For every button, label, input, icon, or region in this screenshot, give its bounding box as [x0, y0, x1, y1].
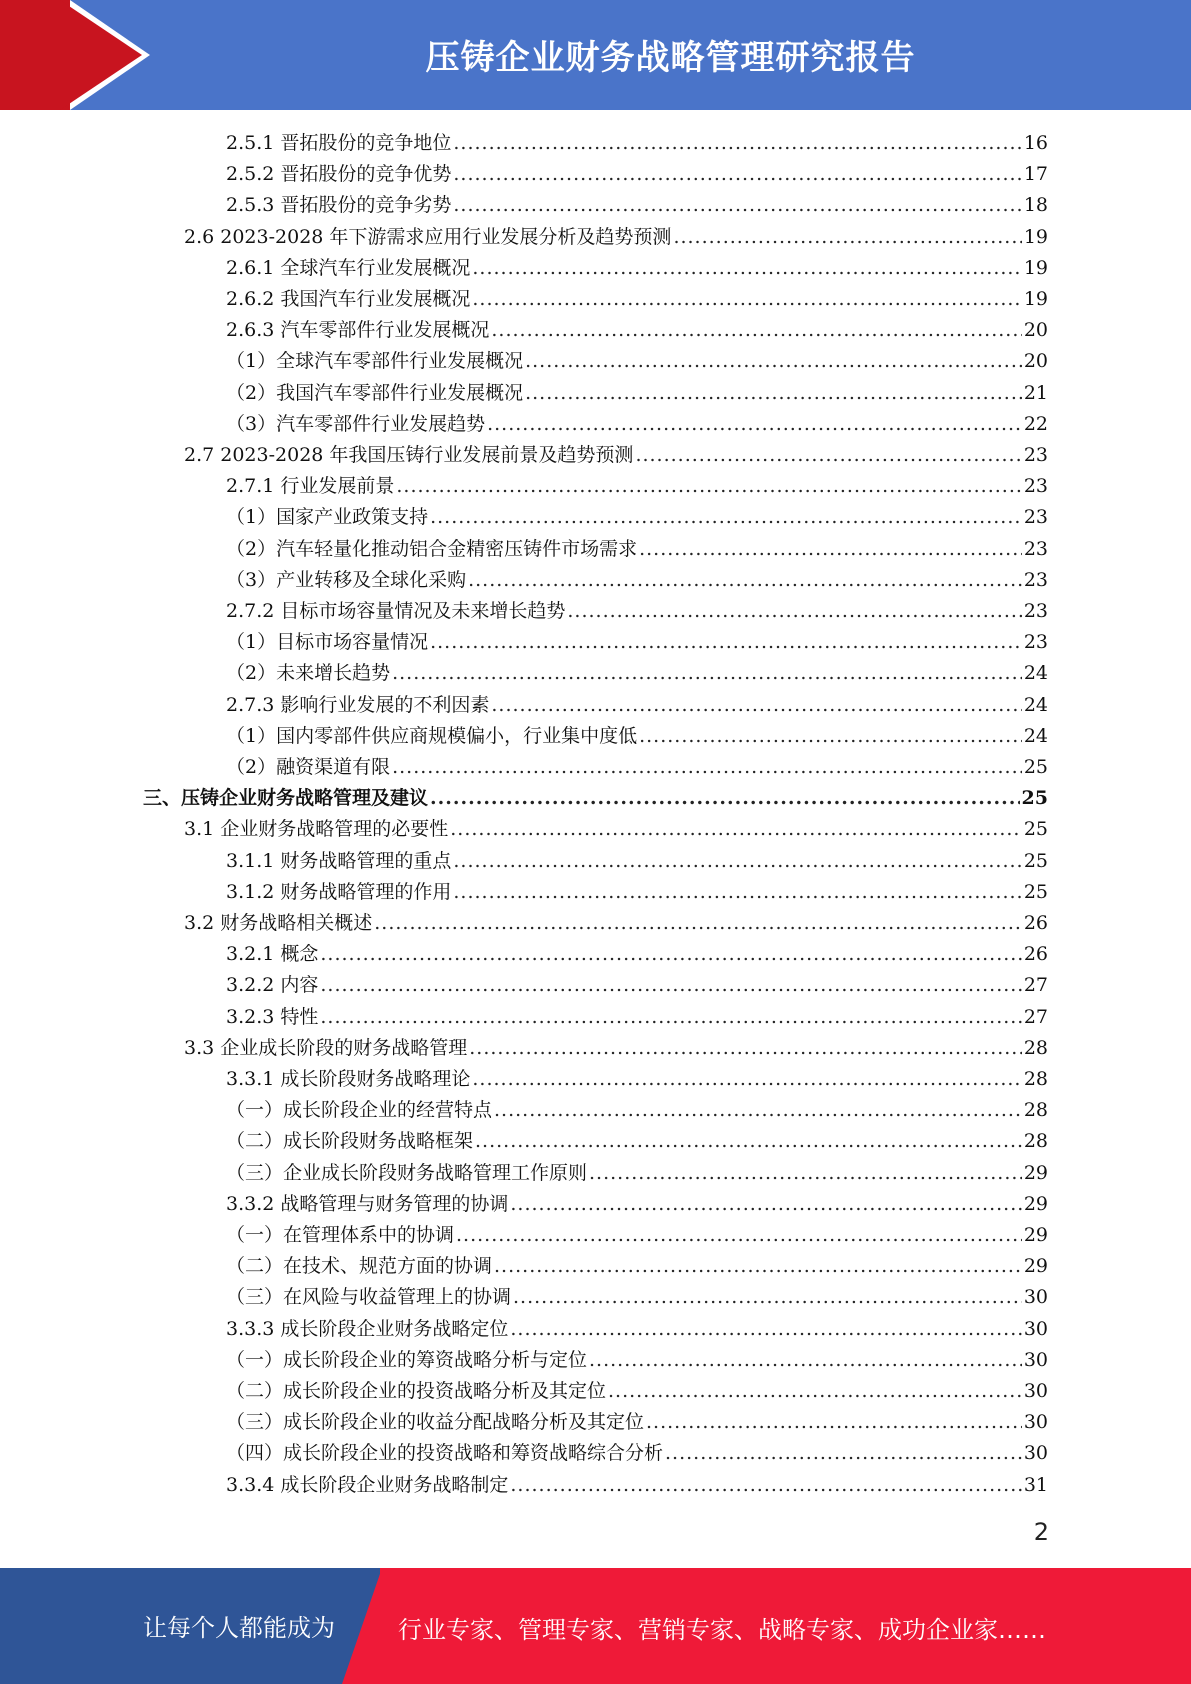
toc-dot-leader — [635, 440, 1021, 471]
toc-dot-leader — [475, 1126, 1022, 1157]
toc-entry[interactable] — [226, 846, 1048, 877]
toc-dot-leader — [510, 1470, 1021, 1501]
toc-entry-page: 28 — [1023, 1130, 1048, 1153]
toc-dot-leader — [453, 190, 1021, 221]
toc-dot-leader — [665, 1438, 1022, 1469]
toc-entry-label: （2）我国汽车零部件行业发展概况 — [226, 381, 524, 404]
toc-entry-label: （2）融资渠道有限 — [226, 756, 391, 778]
toc-entry[interactable] — [226, 284, 1048, 315]
toc-dot-leader — [589, 1158, 1022, 1189]
toc-entry-page: 25 — [1023, 849, 1048, 872]
toc-entry[interactable] — [226, 627, 1048, 658]
toc-dot-leader — [374, 908, 1022, 939]
toc-dot-leader — [320, 970, 1021, 1001]
toc-entry[interactable] — [226, 721, 1048, 752]
toc-entry-label: （一）在管理体系中的协调 — [226, 1224, 455, 1246]
toc-entry[interactable] — [226, 534, 1048, 565]
toc-entry[interactable] — [226, 565, 1048, 596]
toc-entry[interactable] — [226, 159, 1048, 190]
toc-dot-leader — [510, 1314, 1021, 1345]
toc-entry-label: （三）企业成长阶段财务战略管理工作原则 — [226, 1161, 588, 1184]
toc-entry-label: 3.2 财务战略相关概述 — [184, 912, 373, 934]
toc-entry-label: （三）在风险与收益管理上的协调 — [226, 1286, 512, 1309]
toc-entry[interactable] — [226, 1158, 1048, 1189]
toc-entry[interactable] — [226, 690, 1048, 721]
toc-entry-page: 30 — [1023, 1317, 1048, 1340]
toc-dot-leader — [430, 502, 1022, 533]
toc-dot-leader — [491, 315, 1021, 346]
toc-entry-label: 2.6.2 我国汽车行业发展概况 — [226, 288, 471, 310]
toc-entry[interactable] — [226, 128, 1048, 159]
toc-entry-label: 2.6.1 全球汽车行业发展概况 — [226, 256, 471, 279]
toc-dot-leader — [673, 222, 1021, 253]
toc-entry[interactable] — [226, 1189, 1048, 1220]
toc-dot-leader — [392, 658, 1022, 689]
toc-dot-leader — [639, 721, 1022, 752]
footer-slogan-right: 行业专家、管理专家、营销专家、战略专家、成功企业家…… — [398, 1616, 1046, 1644]
toc-dot-leader — [472, 284, 1021, 315]
toc-entry-label: 3.3.2 战略管理与财务管理的协调 — [226, 1192, 509, 1215]
toc-entry-page: 27 — [1023, 974, 1048, 997]
page-header — [0, 0, 1191, 110]
toc-entry[interactable] — [226, 1438, 1048, 1469]
toc-dot-leader — [639, 534, 1022, 565]
toc-entry-label: 3.3.1 成长阶段财务战略理论 — [226, 1068, 471, 1090]
toc-entry-page: 18 — [1023, 194, 1048, 217]
toc-entry-label: 2.7.1 行业发展前景 — [226, 475, 395, 498]
toc-entry[interactable] — [226, 970, 1048, 1001]
toc-entry-page: 30 — [1023, 1411, 1048, 1434]
toc-entry-label: 3.3.4 成长阶段企业财务战略制定 — [226, 1473, 509, 1496]
toc-entry-label: （3）产业转移及全球化采购 — [226, 568, 467, 591]
toc-entry-page: 30 — [1023, 1380, 1048, 1402]
toc-entry-page: 25 — [1021, 787, 1048, 810]
toc-entry-page: 19 — [1023, 225, 1048, 248]
toc-entry-page: 20 — [1023, 319, 1048, 342]
toc-entry[interactable] — [226, 1220, 1048, 1251]
toc-entry-label: 3.2.2 内容 — [226, 974, 319, 997]
toc-entry-page: 23 — [1023, 506, 1048, 529]
toc-entry-label: 2.5.2 晋拓股份的竞争优势 — [226, 163, 452, 186]
toc-entry-page: 31 — [1023, 1473, 1048, 1496]
toc-entry-page: 24 — [1023, 724, 1048, 747]
toc-entry-page: 29 — [1023, 1224, 1048, 1246]
toc-entry[interactable] — [226, 1376, 1048, 1407]
toc-entry[interactable] — [184, 222, 1048, 253]
toc-dot-leader — [392, 752, 1022, 783]
toc-entry[interactable] — [226, 658, 1048, 689]
toc-entry-page: 24 — [1023, 693, 1048, 716]
footer-slogan-left: 让每个人都能成为 — [143, 1614, 335, 1642]
toc-entry-page: 25 — [1023, 818, 1048, 841]
toc-dot-leader — [494, 1251, 1022, 1282]
toc-entry-label: （2）汽车轻量化推动铝合金精密压铸件市场需求 — [226, 537, 638, 560]
toc-entry-label: 3.3 企业成长阶段的财务战略管理 — [184, 1036, 468, 1059]
toc-dot-leader — [453, 846, 1021, 877]
toc-entry-label: （二）成长阶段企业的投资战略分析及其定位 — [226, 1380, 607, 1402]
toc-entry-page: 29 — [1023, 1192, 1048, 1215]
toc-entry[interactable] — [184, 1033, 1048, 1064]
toc-entry[interactable] — [226, 1095, 1048, 1126]
toc-entry[interactable] — [184, 908, 1048, 939]
toc-entry-page: 16 — [1023, 132, 1048, 154]
toc-entry-label: （1）国家产业政策支持 — [226, 506, 429, 529]
toc-entry[interactable] — [226, 1126, 1048, 1157]
toc-entry-label: （一）成长阶段企业的筹资战略分析与定位 — [226, 1348, 588, 1371]
toc-entry[interactable] — [226, 346, 1048, 377]
toc-entry[interactable] — [226, 1314, 1048, 1345]
toc-entry[interactable] — [226, 253, 1048, 284]
toc-entry-page: 23 — [1023, 475, 1048, 498]
toc-dot-leader — [430, 627, 1022, 658]
toc-dot-leader — [525, 378, 1022, 409]
toc-entry-page: 30 — [1023, 1442, 1048, 1465]
toc-entry[interactable] — [226, 939, 1048, 970]
toc-entry-page: 25 — [1023, 756, 1048, 778]
toc-entry-page: 23 — [1023, 537, 1048, 560]
toc-entry[interactable] — [226, 1251, 1048, 1282]
toc-entry-page: 20 — [1023, 350, 1048, 373]
toc-entry[interactable] — [226, 315, 1048, 346]
toc-entry-label: 三、压铸企业财务战略管理及建议 — [143, 787, 429, 810]
toc-entry-label: （1）国内零部件供应商规模偏小，行业集中度低 — [226, 724, 638, 747]
toc-entry-label: 3.3.3 成长阶段企业财务战略定位 — [226, 1317, 509, 1340]
toc-entry-page: 28 — [1023, 1036, 1048, 1059]
toc-entry-label: 2.7.2 目标市场容量情况及未来增长趋势 — [226, 600, 566, 622]
toc-dot-leader — [396, 471, 1021, 502]
toc-entry-label: 3.2.1 概念 — [226, 943, 319, 966]
toc-dot-leader — [608, 1376, 1022, 1407]
toc-entry[interactable] — [226, 190, 1048, 221]
toc-entry-label: （3）汽车零部件行业发展趋势 — [226, 412, 486, 435]
footer-slant — [342, 1568, 382, 1684]
toc-dot-leader — [472, 1064, 1021, 1095]
toc-entry-label: 2.7 2023-2028 年我国压铸行业发展前景及趋势预测 — [184, 444, 634, 466]
toc-entry[interactable] — [226, 502, 1048, 533]
page-footer — [0, 1568, 1191, 1684]
toc-entry-label: （二）在技术、规范方面的协调 — [226, 1255, 493, 1278]
toc-entry-label: （一）成长阶段企业的经营特点 — [226, 1099, 493, 1122]
toc-entry[interactable] — [226, 877, 1048, 908]
toc-entry-page: 21 — [1023, 381, 1048, 404]
toc-entry-label: 2.6 2023-2028 年下游需求应用行业发展分析及趋势预测 — [184, 225, 672, 248]
toc-dot-leader — [430, 783, 1020, 814]
toc-entry[interactable] — [226, 1282, 1048, 1313]
toc-dot-leader — [494, 1095, 1022, 1126]
toc-dot-leader — [567, 596, 1021, 627]
toc-entry[interactable] — [226, 409, 1048, 440]
toc-entry-page: 17 — [1023, 163, 1048, 186]
toc-entry[interactable] — [226, 1345, 1048, 1376]
toc-dot-leader — [487, 409, 1022, 440]
toc-dot-leader — [525, 346, 1022, 377]
toc-entry-label: （三）成长阶段企业的收益分配战略分析及其定位 — [226, 1411, 645, 1434]
toc-entry-page: 25 — [1023, 880, 1048, 903]
toc-entry[interactable] — [226, 471, 1048, 502]
toc-entry-page: 27 — [1023, 1005, 1048, 1028]
toc-dot-leader — [453, 159, 1021, 190]
toc-entry-page: 29 — [1023, 1255, 1048, 1278]
toc-entry-page: 22 — [1023, 412, 1048, 435]
toc-dot-leader — [472, 253, 1021, 284]
toc-entry-label: 2.6.3 汽车零部件行业发展概况 — [226, 319, 490, 342]
toc-entry-label: （1）目标市场容量情况 — [226, 631, 429, 654]
toc-entry-label: （二）成长阶段财务战略框架 — [226, 1130, 474, 1153]
toc-entry-label: 3.1.2 财务战略管理的作用 — [226, 880, 452, 903]
toc-entry-label: 3.1 企业财务战略管理的必要性 — [184, 818, 449, 841]
toc-entry-page: 23 — [1023, 631, 1048, 654]
toc-dot-leader — [513, 1282, 1022, 1313]
toc-dot-leader — [469, 1033, 1022, 1064]
toc-dot-leader — [320, 1002, 1021, 1033]
toc-entry-label: 2.7.3 影响行业发展的不利因素 — [226, 693, 490, 716]
toc-dot-leader — [468, 565, 1022, 596]
toc-entry-page: 19 — [1023, 256, 1048, 279]
toc-entry-label: （1）全球汽车零部件行业发展概况 — [226, 350, 524, 373]
toc-entry[interactable] — [226, 1407, 1048, 1438]
toc-entry-page: 29 — [1023, 1161, 1048, 1184]
toc-entry[interactable] — [143, 783, 1048, 814]
report-title: 压铸企业财务战略管理研究报告 — [425, 38, 916, 78]
toc-dot-leader — [320, 939, 1021, 970]
toc-entry-page: 19 — [1023, 288, 1048, 310]
toc-entry[interactable] — [226, 1470, 1048, 1501]
toc-entry[interactable] — [226, 1064, 1048, 1095]
toc-dot-leader — [491, 690, 1021, 721]
toc-entry[interactable] — [184, 814, 1048, 845]
toc-entry[interactable] — [226, 378, 1048, 409]
toc-entry-page: 30 — [1023, 1348, 1048, 1371]
toc-dot-leader — [646, 1407, 1022, 1438]
toc-entry-page: 28 — [1023, 1068, 1048, 1090]
toc-entry-page: 24 — [1023, 662, 1048, 685]
toc-entry[interactable] — [226, 752, 1048, 783]
toc-dot-leader — [450, 814, 1022, 845]
toc-entry[interactable] — [226, 1002, 1048, 1033]
toc-entry-label: （四）成长阶段企业的投资战略和筹资战略综合分析 — [226, 1442, 664, 1465]
toc-entry-page: 26 — [1023, 912, 1048, 934]
toc-entry-label: 3.2.3 特性 — [226, 1005, 319, 1028]
toc-dot-leader — [589, 1345, 1022, 1376]
toc-entry-page: 28 — [1023, 1099, 1048, 1122]
toc-entry-page: 23 — [1023, 568, 1048, 591]
toc-entry-page: 30 — [1023, 1286, 1048, 1309]
toc-dot-leader — [453, 128, 1021, 159]
toc-entry[interactable] — [184, 440, 1048, 471]
toc-dot-leader — [456, 1220, 1022, 1251]
toc-entry-label: （2）未来增长趋势 — [226, 662, 391, 685]
toc-dot-leader — [510, 1189, 1021, 1220]
toc-entry-label: 2.5.3 晋拓股份的竞争劣势 — [226, 194, 452, 217]
toc-entry-page: 23 — [1023, 600, 1048, 622]
toc-entry[interactable] — [226, 596, 1048, 627]
page-number: 2 — [1033, 1518, 1049, 1546]
toc-dot-leader — [453, 877, 1021, 908]
toc-entry-label: 2.5.1 晋拓股份的竞争地位 — [226, 132, 452, 154]
toc-entry-label: 3.1.1 财务战略管理的重点 — [226, 849, 452, 872]
toc-entry-page: 26 — [1023, 943, 1048, 966]
toc-entry-page: 23 — [1023, 444, 1048, 466]
